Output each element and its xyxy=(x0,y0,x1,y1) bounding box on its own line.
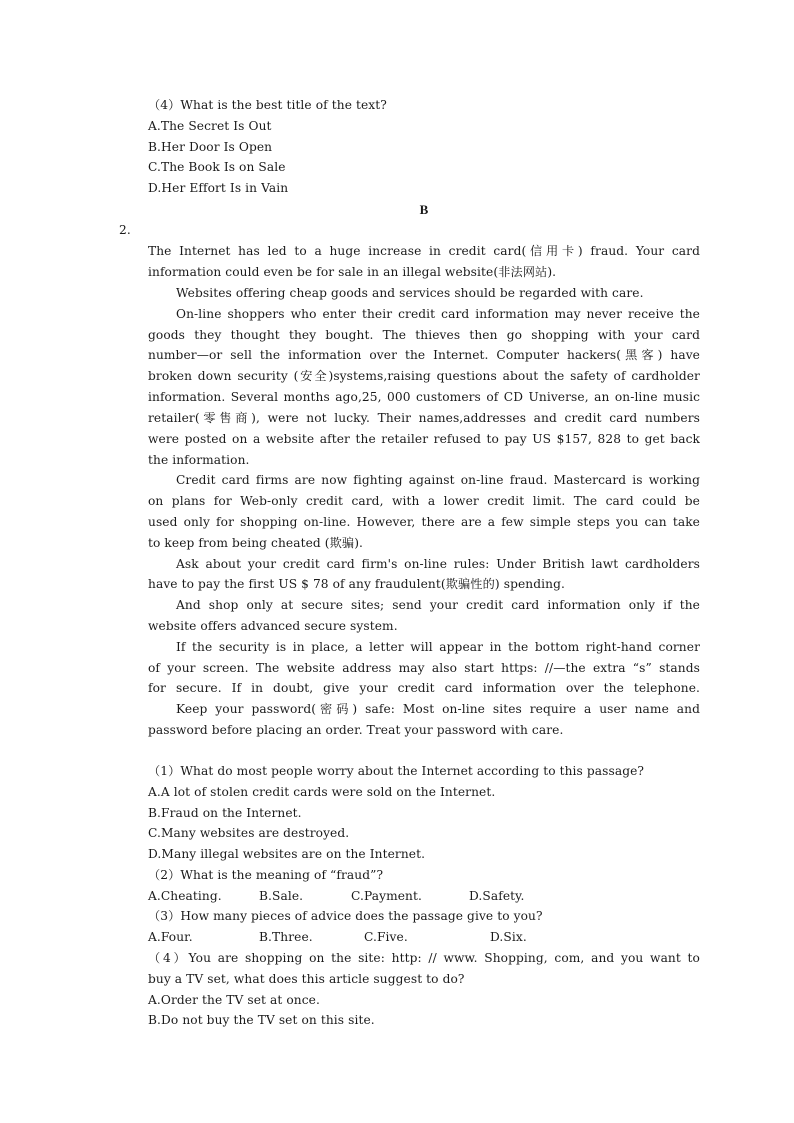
passage-line: retailer(零售商), were not lucky. Their names,addresses and credit card numbers xyxy=(148,411,700,425)
passage-line: number—or sell the information over the Internet. Computer hackers(黑客) have xyxy=(148,348,700,362)
passage-line: information. Several months ago,25, 000 customers of CD Universe, an on-line music xyxy=(148,390,700,404)
passage-line: on plans for Web-only credit card, with a lower credit limit. The card could be xyxy=(148,494,700,508)
passage-line: goods they thought they bought. The thieves then go shopping with your card xyxy=(148,328,700,342)
q3-option-b: B.Three. xyxy=(259,930,313,944)
item-number: 2. xyxy=(119,223,131,237)
q1-option-b: B.Fraud on the Internet. xyxy=(148,806,302,820)
q3-stem: （3）How many pieces of advice does the passage give to you? xyxy=(148,909,543,923)
q3-options xyxy=(148,927,700,948)
q2-option-a: A.Cheating. xyxy=(148,889,222,903)
passage-line: of your screen. The website address may also start https: //—the extra “s” stands xyxy=(148,661,700,675)
passage-line: were posted on a website after the retailer refused to pay US $157, 828 to get back xyxy=(148,432,700,446)
q2-option-d: D.Safety. xyxy=(469,889,525,903)
q4-option-b: B.Do not buy the TV set on this site. xyxy=(148,1013,375,1027)
q4-stem-line1: （4）You are shopping on the site: http: // www. Shopping, com, and you want to xyxy=(148,951,700,965)
q2-stem: （2）What is the meaning of “fraud”? xyxy=(148,868,384,882)
passage-line: Websites offering cheap goods and services should be regarded with care. xyxy=(176,286,644,300)
passage-line: to keep from being cheated (欺骗). xyxy=(148,536,364,550)
passage-line: The Internet has led to a huge increase in credit card(信用卡) fraud. Your card xyxy=(148,244,700,258)
prev-option-a: A.The Secret Is Out xyxy=(148,119,272,133)
q2-options xyxy=(148,886,700,907)
passage-line: On-line shoppers who enter their credit card information may never receive the xyxy=(176,307,700,321)
passage-line: used only for shopping on-line. However, there are a few simple steps you can take xyxy=(148,515,700,529)
q2-option-b: B.Sale. xyxy=(259,889,304,903)
passage-line: Credit card firms are now fighting against on-line fraud. Mastercard is working xyxy=(176,473,700,487)
passage-line: for secure. If in doubt, give your credit card information over the telephone. xyxy=(148,681,700,695)
q1-stem: （1）What do most people worry about the Internet according to this passage? xyxy=(148,764,645,778)
passage-line: information could even be for sale in an illegal website(非法网站). xyxy=(148,265,557,279)
passage-line: And shop only at secure sites; send your credit card information only if the xyxy=(176,598,700,612)
q2-option-c: C.Payment. xyxy=(351,889,422,903)
q1-option-a: A.A lot of stolen credit cards were sold on the Internet. xyxy=(148,785,496,799)
prev-option-c: C.The Book Is on Sale xyxy=(148,160,286,174)
passage-line: the information. xyxy=(148,453,250,467)
passage-line: Ask about your credit card firm's on-line rules: Under British lawt cardholders xyxy=(176,557,700,571)
passage-line: Keep your password(密码) safe: Most on-line sites require a user name and xyxy=(176,702,700,716)
passage-line: broken down security (安全)systems,raising questions about the safety of cardholder xyxy=(148,369,700,383)
q3-option-c: C.Five. xyxy=(364,930,408,944)
passage-line: have to pay the first US $ 78 of any fraudulent(欺骗性的) spending. xyxy=(148,577,565,591)
section-label: B xyxy=(419,202,429,217)
q4-stem-line2: buy a TV set, what does this article suggest to do? xyxy=(148,972,465,986)
q1-option-d: D.Many illegal websites are on the Internet. xyxy=(148,847,426,861)
q1-option-c: C.Many websites are destroyed. xyxy=(148,826,350,840)
prev-option-d: D.Her Effort Is in Vain xyxy=(148,181,289,195)
q3-option-a: A.Four. xyxy=(148,930,193,944)
prev-option-b: B.Her Door Is Open xyxy=(148,140,273,154)
prev-question-stem: （4）What is the best title of the text? xyxy=(148,98,387,112)
q3-option-d: D.Six. xyxy=(490,930,527,944)
q4-option-a: A.Order the TV set at once. xyxy=(148,993,320,1007)
passage-line: password before placing an order. Treat your password with care. xyxy=(148,723,564,737)
passage-line: website offers advanced secure system. xyxy=(148,619,398,633)
passage-line: If the security is in place, a letter will appear in the bottom right-hand corner xyxy=(176,640,700,654)
